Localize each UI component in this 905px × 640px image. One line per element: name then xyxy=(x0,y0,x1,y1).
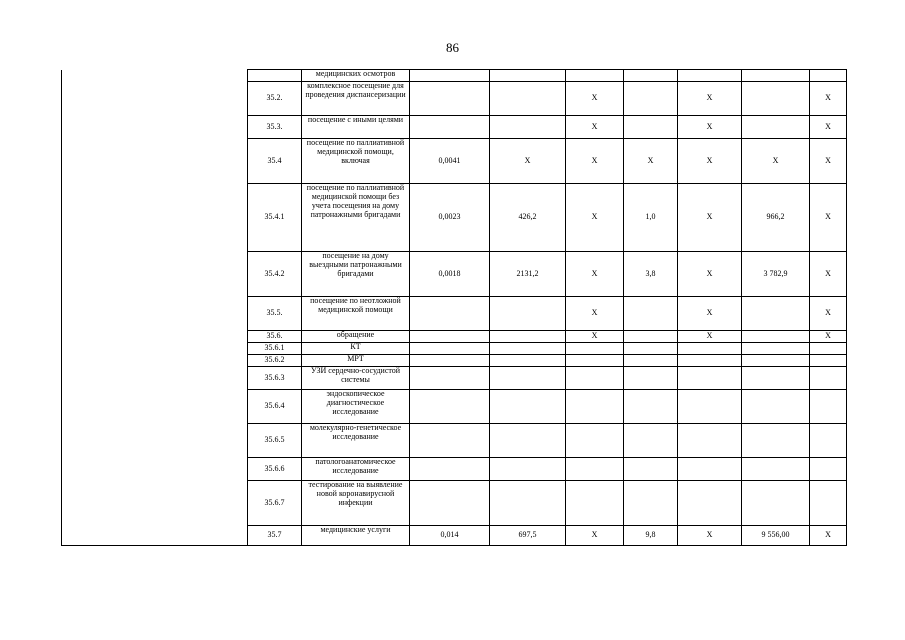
value-cell-3: Х xyxy=(566,184,624,252)
value-cell-2: Х xyxy=(490,139,566,184)
value-cell-5: Х xyxy=(678,331,742,343)
value-cell-7: Х xyxy=(810,184,847,252)
value-cell-3 xyxy=(566,70,624,82)
value-cell-1 xyxy=(410,390,490,424)
value-cell-6: Х xyxy=(742,139,810,184)
value-cell-6: 3 782,9 xyxy=(742,252,810,297)
row-number-cell: 35.4 xyxy=(248,139,302,184)
value-cell-7: Х xyxy=(810,116,847,139)
value-cell-3 xyxy=(566,355,624,367)
row-number-cell: 35.3. xyxy=(248,116,302,139)
value-cell-3 xyxy=(566,390,624,424)
value-cell-5: Х xyxy=(678,116,742,139)
value-cell-7 xyxy=(810,367,847,390)
value-cell-1: 0,0023 xyxy=(410,184,490,252)
row-number-cell: 35.6. xyxy=(248,331,302,343)
value-cell-1 xyxy=(410,331,490,343)
value-cell-6 xyxy=(742,424,810,458)
value-cell-6 xyxy=(742,70,810,82)
value-cell-5: Х xyxy=(678,252,742,297)
row-number-cell: 35.6.7 xyxy=(248,481,302,526)
value-cell-6 xyxy=(742,297,810,331)
value-cell-7 xyxy=(810,355,847,367)
value-cell-1 xyxy=(410,116,490,139)
value-cell-7: Х xyxy=(810,252,847,297)
blank-left-cell xyxy=(62,70,248,546)
value-cell-2: 2131,2 xyxy=(490,252,566,297)
value-cell-4 xyxy=(624,390,678,424)
value-cell-1 xyxy=(410,82,490,116)
row-number-cell: 35.6.2 xyxy=(248,355,302,367)
value-cell-2: 697,5 xyxy=(490,526,566,546)
value-cell-1 xyxy=(410,297,490,331)
value-cell-2 xyxy=(490,70,566,82)
row-number-cell: 35.6.3 xyxy=(248,367,302,390)
row-number-cell: 35.6.6 xyxy=(248,458,302,481)
value-cell-6 xyxy=(742,390,810,424)
row-number-cell: 35.5. xyxy=(248,297,302,331)
value-cell-4 xyxy=(624,458,678,481)
row-number-cell: 35.6.4 xyxy=(248,390,302,424)
value-cell-5 xyxy=(678,70,742,82)
value-cell-5 xyxy=(678,424,742,458)
value-cell-1: 0,0018 xyxy=(410,252,490,297)
value-cell-4: 9,8 xyxy=(624,526,678,546)
value-cell-6 xyxy=(742,116,810,139)
row-name-cell: эндоскопическое диагностическое исследование xyxy=(302,390,410,424)
value-cell-3 xyxy=(566,367,624,390)
value-cell-4 xyxy=(624,297,678,331)
value-cell-1 xyxy=(410,424,490,458)
row-name-cell: тестирование на выявление новой коронавирусной инфекции xyxy=(302,481,410,526)
value-cell-4 xyxy=(624,367,678,390)
value-cell-2 xyxy=(490,367,566,390)
value-cell-4 xyxy=(624,343,678,355)
page-number: 86 xyxy=(446,40,459,55)
value-cell-3 xyxy=(566,343,624,355)
row-number-cell xyxy=(248,70,302,82)
value-cell-5: Х xyxy=(678,139,742,184)
row-name-cell: посещение по паллиативной медицинской помощи, включая xyxy=(302,139,410,184)
value-cell-7: Х xyxy=(810,331,847,343)
value-cell-2 xyxy=(490,481,566,526)
value-cell-4 xyxy=(624,481,678,526)
value-cell-7 xyxy=(810,458,847,481)
row-name-cell: КТ xyxy=(302,343,410,355)
value-cell-7: Х xyxy=(810,297,847,331)
value-cell-2 xyxy=(490,458,566,481)
row-name-cell: МРТ xyxy=(302,355,410,367)
value-cell-2: 426,2 xyxy=(490,184,566,252)
row-number-cell: 35.6.1 xyxy=(248,343,302,355)
row-number-cell: 35.2. xyxy=(248,82,302,116)
row-number-cell: 35.4.1 xyxy=(248,184,302,252)
value-cell-3: Х xyxy=(566,139,624,184)
value-cell-5 xyxy=(678,355,742,367)
value-cell-1: 0,0041 xyxy=(410,139,490,184)
value-cell-1 xyxy=(410,481,490,526)
row-name-cell: молекулярно-генетическое исследование xyxy=(302,424,410,458)
value-cell-3 xyxy=(566,481,624,526)
value-cell-1 xyxy=(410,458,490,481)
row-name-cell: УЗИ сердечно-сосудистой системы xyxy=(302,367,410,390)
value-cell-7: Х xyxy=(810,82,847,116)
value-cell-7 xyxy=(810,343,847,355)
value-cell-5: Х xyxy=(678,297,742,331)
value-cell-2 xyxy=(490,116,566,139)
value-cell-6 xyxy=(742,343,810,355)
row-name-cell: патологоанатомическое исследование xyxy=(302,458,410,481)
value-cell-7 xyxy=(810,70,847,82)
row-name-cell: посещение на дому выездными патронажными бригадами xyxy=(302,252,410,297)
value-cell-3: Х xyxy=(566,526,624,546)
value-cell-1 xyxy=(410,343,490,355)
value-cell-5: Х xyxy=(678,82,742,116)
data-table xyxy=(61,69,847,546)
value-cell-7 xyxy=(810,481,847,526)
value-cell-4: 3,8 xyxy=(624,252,678,297)
value-cell-3: Х xyxy=(566,331,624,343)
value-cell-1 xyxy=(410,355,490,367)
table-row xyxy=(62,70,847,82)
value-cell-3: Х xyxy=(566,252,624,297)
value-cell-2 xyxy=(490,343,566,355)
value-cell-4 xyxy=(624,70,678,82)
value-cell-6 xyxy=(742,481,810,526)
value-cell-5 xyxy=(678,458,742,481)
value-cell-5 xyxy=(678,390,742,424)
table-body xyxy=(62,70,847,546)
value-cell-2 xyxy=(490,390,566,424)
row-number-cell: 35.7 xyxy=(248,526,302,546)
value-cell-2 xyxy=(490,82,566,116)
value-cell-7 xyxy=(810,390,847,424)
value-cell-5 xyxy=(678,481,742,526)
value-cell-6 xyxy=(742,355,810,367)
value-cell-5: Х xyxy=(678,526,742,546)
value-cell-2 xyxy=(490,297,566,331)
value-cell-2 xyxy=(490,355,566,367)
value-cell-2 xyxy=(490,331,566,343)
value-cell-6 xyxy=(742,331,810,343)
value-cell-5: Х xyxy=(678,184,742,252)
value-cell-3 xyxy=(566,424,624,458)
value-cell-7 xyxy=(810,424,847,458)
value-cell-5 xyxy=(678,367,742,390)
value-cell-4 xyxy=(624,331,678,343)
value-cell-4 xyxy=(624,355,678,367)
row-name-cell: посещение по неотложной медицинской помощи xyxy=(302,297,410,331)
row-name-cell: медицинские услуги xyxy=(302,526,410,546)
row-name-cell: посещение с иными целями xyxy=(302,116,410,139)
value-cell-2 xyxy=(490,424,566,458)
row-number-cell: 35.6.5 xyxy=(248,424,302,458)
row-name-cell: посещение по паллиативной медицинской помощи без учета посещения на дому патронажными бригадами xyxy=(302,184,410,252)
value-cell-4: Х xyxy=(624,139,678,184)
value-cell-3: Х xyxy=(566,82,624,116)
row-name-cell: медицинских осмотров xyxy=(302,70,410,82)
value-cell-1: 0,014 xyxy=(410,526,490,546)
value-cell-7: Х xyxy=(810,139,847,184)
value-cell-3 xyxy=(566,458,624,481)
value-cell-1 xyxy=(410,367,490,390)
value-cell-4 xyxy=(624,116,678,139)
value-cell-3: Х xyxy=(566,297,624,331)
value-cell-3: Х xyxy=(566,116,624,139)
value-cell-1 xyxy=(410,70,490,82)
value-cell-4 xyxy=(624,82,678,116)
value-cell-6: 9 556,00 xyxy=(742,526,810,546)
value-cell-5 xyxy=(678,343,742,355)
row-number-cell: 35.4.2 xyxy=(248,252,302,297)
row-name-cell: обращение xyxy=(302,331,410,343)
value-cell-6 xyxy=(742,367,810,390)
row-name-cell: комплексное посещение для проведения диспансеризации xyxy=(302,82,410,116)
value-cell-6: 966,2 xyxy=(742,184,810,252)
value-cell-6 xyxy=(742,82,810,116)
value-cell-7: Х xyxy=(810,526,847,546)
value-cell-4 xyxy=(624,424,678,458)
value-cell-6 xyxy=(742,458,810,481)
value-cell-4: 1,0 xyxy=(624,184,678,252)
